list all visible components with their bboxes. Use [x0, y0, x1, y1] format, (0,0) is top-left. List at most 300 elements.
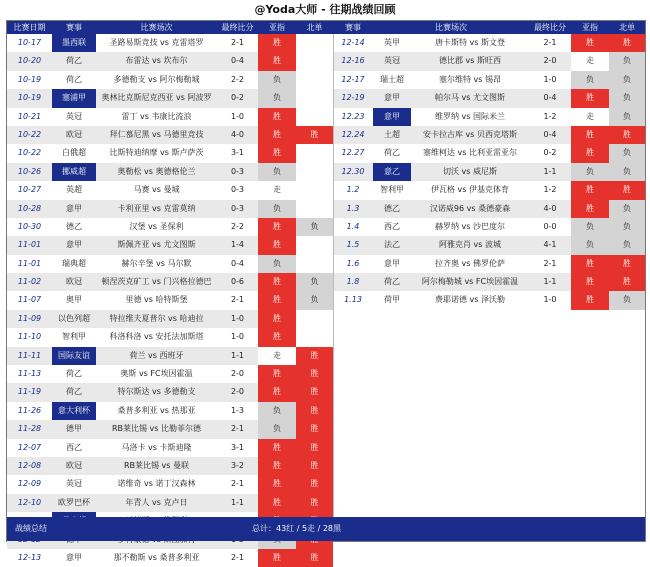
- match-teams: 马赛 vs 曼城: [133, 185, 180, 195]
- match-teams: RB莱比锡 vs 比勒菲尔德: [111, 424, 202, 434]
- match-teams: 塞维柯达 vs 比利亚雷亚尔: [423, 148, 517, 158]
- single-result: 负: [609, 71, 645, 89]
- single-result: 胜: [296, 457, 333, 475]
- final-score: 1-4: [230, 240, 245, 250]
- single-result: 胜: [296, 383, 333, 401]
- league-name: 英冠: [384, 56, 400, 66]
- match-date: 11-07: [17, 295, 42, 305]
- final-score: 1-2: [543, 185, 557, 195]
- header-score-right: 最终比分: [534, 23, 566, 32]
- league-name: 意甲: [384, 93, 400, 103]
- final-score: 1-0: [543, 74, 557, 84]
- handicap-result: 胜: [571, 255, 609, 273]
- result-row: [7, 200, 333, 218]
- handicap-result: 负: [571, 236, 609, 254]
- match-date: 1.3: [346, 203, 360, 213]
- result-row: [333, 236, 645, 254]
- handicap-result: 负: [258, 402, 296, 420]
- single-result: 负: [609, 52, 645, 70]
- match-date: 12-17: [341, 74, 365, 84]
- match-teams: 塞尔维特 vs 锡昂: [439, 74, 501, 84]
- final-score: 1-0: [230, 313, 245, 323]
- league-name: 德乙: [66, 221, 82, 231]
- handicap-result: 负: [258, 255, 296, 273]
- single-result: 胜: [296, 439, 333, 457]
- match-teams: 布雷达 vs 坎布尔: [125, 56, 188, 66]
- league-name: 意乙: [373, 163, 411, 181]
- single-result: [296, 255, 333, 273]
- single-result: 胜: [609, 126, 645, 144]
- match-teams: 斯佩齐亚 vs 尤文图斯: [117, 240, 196, 250]
- handicap-result: 胜: [571, 126, 609, 144]
- league-name: 瑞士超: [380, 74, 404, 84]
- handicap-result: 胜: [258, 273, 296, 291]
- league-name: 英冠: [66, 479, 82, 489]
- match-teams: 赫罗纳 vs 沙巴度尔: [435, 221, 505, 231]
- final-score: 2-1: [543, 258, 557, 268]
- result-row: [7, 181, 333, 199]
- match-teams: 奥林比克斯尼克西亚 vs 阿波罗: [101, 93, 212, 103]
- league-name: 欧冠: [66, 129, 82, 139]
- match-date: 12-16: [341, 56, 365, 66]
- final-score: 1-2: [543, 111, 557, 121]
- handicap-result: 胜: [258, 457, 296, 475]
- league-name: 智利甲: [380, 185, 404, 195]
- header-score: 最终比分: [221, 23, 254, 32]
- handicap-result: 胜: [571, 200, 609, 218]
- result-row: [333, 52, 645, 70]
- match-teams: 雷丁 vs 韦康比流浪: [121, 111, 192, 121]
- match-date: 12-10: [17, 497, 42, 507]
- league-name: 土超: [384, 129, 400, 139]
- single-result: 负: [609, 89, 645, 107]
- league-name: 智利甲: [62, 332, 86, 342]
- match-date: 10-21: [17, 111, 42, 121]
- match-teams: 汉堡 vs 圣保利: [129, 221, 184, 231]
- result-row: [7, 144, 333, 162]
- handicap-result: 负: [571, 218, 609, 236]
- match-date: 10-22: [17, 129, 42, 139]
- result-row: [7, 310, 333, 328]
- result-row: [333, 273, 645, 291]
- handicap-result: 负: [258, 71, 296, 89]
- handicap-result: 胜: [258, 439, 296, 457]
- result-row: [7, 108, 333, 126]
- single-result: 胜: [609, 34, 645, 52]
- match-date: 12-19: [341, 93, 365, 103]
- final-score: 2-1: [543, 38, 557, 47]
- match-date: 10-30: [17, 221, 42, 231]
- match-teams: 那不勒斯 vs 桑普多利亚: [113, 552, 200, 562]
- league-name: 德甲: [66, 424, 82, 434]
- handicap-result: 胜: [258, 494, 296, 512]
- match-date: 10-27: [17, 185, 42, 195]
- single-result: 负: [609, 236, 645, 254]
- result-row: [7, 126, 333, 144]
- league-name: 荷乙: [384, 148, 400, 158]
- final-score: 0-0: [543, 221, 557, 231]
- single-result: 负: [609, 163, 645, 181]
- league-name: 西乙: [384, 221, 400, 231]
- match-teams: 德比郡 vs 斯旺西: [439, 56, 501, 66]
- league-name: 以色列超: [58, 313, 90, 323]
- result-row: [7, 420, 333, 438]
- match-teams: RB莱比锡 vs 曼联: [123, 460, 190, 470]
- single-result: 负: [609, 144, 645, 162]
- league-name: 荷甲: [384, 295, 400, 305]
- match-date: 12.23: [341, 111, 365, 121]
- handicap-result: 走: [571, 108, 609, 126]
- result-row: [7, 475, 333, 493]
- result-row: [333, 71, 645, 89]
- handicap-result: 胜: [258, 365, 296, 383]
- single-result: [296, 108, 333, 126]
- final-score: 0-4: [543, 129, 557, 139]
- handicap-result: 胜: [258, 34, 296, 52]
- handicap-result: 胜: [571, 291, 609, 309]
- single-result: 胜: [296, 420, 333, 438]
- final-score: 1-3: [230, 405, 245, 415]
- match-teams: 马洛卡 vs 卡斯迪隆: [121, 442, 192, 452]
- match-date: 11-01: [17, 258, 42, 268]
- header-date: 比赛日期: [13, 23, 46, 32]
- league-name: 英甲: [384, 38, 400, 47]
- league-name: 欧罗巴杯: [58, 497, 90, 507]
- handicap-result: 负: [571, 163, 609, 181]
- handicap-result: 走: [571, 52, 609, 70]
- handicap-result: 胜: [258, 291, 296, 309]
- handicap-result: 胜: [571, 34, 609, 52]
- single-result: [296, 52, 333, 70]
- single-result: 胜: [296, 365, 333, 383]
- result-row: [7, 439, 333, 457]
- single-result: [296, 328, 333, 346]
- result-row: [333, 255, 645, 273]
- league-name: 意甲: [66, 203, 82, 213]
- handicap-result: 胜: [571, 89, 609, 107]
- single-result: [296, 163, 333, 181]
- result-row: [333, 108, 645, 126]
- match-date: 12-08: [17, 460, 42, 470]
- match-teams: 伊瓦格 vs 伊基克体育: [431, 185, 509, 195]
- match-teams: 汉诺威96 vs 桑德豪森: [429, 203, 511, 213]
- result-row: [333, 89, 645, 107]
- match-teams: 圣路易斯竞技 vs 克雷塔罗: [109, 38, 204, 47]
- result-row: [333, 218, 645, 236]
- column-divider: [333, 34, 334, 517]
- result-row: [333, 181, 645, 199]
- match-date: 10-28: [17, 203, 42, 213]
- handicap-result: 胜: [258, 310, 296, 328]
- result-row: [7, 457, 333, 475]
- handicap-result: 胜: [571, 273, 609, 291]
- match-date: 11-02: [17, 277, 42, 287]
- final-score: 1-0: [543, 295, 557, 305]
- final-score: 1-1: [230, 497, 245, 507]
- single-result: 负: [296, 218, 333, 236]
- final-score: 3-2: [230, 460, 245, 470]
- result-row: [7, 52, 333, 70]
- final-score: 0-3: [230, 185, 245, 195]
- match-teams: 荷兰 vs 西班牙: [129, 350, 184, 360]
- result-row: [7, 365, 333, 383]
- match-teams: 阿尔梅勒城 vs FC埃因霍温: [421, 277, 519, 287]
- single-result: [296, 310, 333, 328]
- match-date: 12-09: [17, 479, 42, 489]
- league-name: 西乙: [66, 442, 82, 452]
- final-score: 2-0: [543, 56, 557, 66]
- league-name: 英超: [66, 185, 82, 195]
- result-row: [7, 273, 333, 291]
- league-name: 意甲: [384, 258, 400, 268]
- result-row: [333, 291, 645, 309]
- header-handicap: 亚指: [269, 23, 285, 32]
- match-teams: 比斯特迪纳摩 vs 斯卢萨茨: [109, 148, 204, 158]
- match-date: 12-14: [341, 38, 365, 47]
- match-date: 11-19: [17, 387, 42, 397]
- league-name: 荷乙: [384, 277, 400, 287]
- result-row: [7, 494, 333, 512]
- league-name: 荷乙: [66, 369, 82, 379]
- league-name: 意甲: [66, 240, 82, 250]
- handicap-result: 胜: [258, 236, 296, 254]
- handicap-result: 胜: [258, 108, 296, 126]
- single-result: [296, 200, 333, 218]
- result-row: [7, 383, 333, 401]
- header-single: 北单: [306, 23, 323, 32]
- match-teams: 诺维奇 vs 诺丁汉森林: [117, 479, 196, 489]
- single-result: 胜: [296, 475, 333, 493]
- final-score: 4-0: [230, 129, 245, 139]
- result-row: [333, 34, 645, 52]
- match-teams: 拉齐奥 vs 佛罗伦萨: [435, 258, 505, 268]
- handicap-result: 胜: [258, 144, 296, 162]
- final-score: 2-2: [230, 74, 245, 84]
- league-name: 奥甲: [66, 295, 82, 305]
- final-score: 0-4: [230, 258, 245, 268]
- result-row: [333, 126, 645, 144]
- league-name: 欧冠: [66, 277, 82, 287]
- single-result: 负: [296, 291, 333, 309]
- handicap-result: 胜: [258, 328, 296, 346]
- single-result: 胜: [296, 549, 333, 567]
- single-result: 胜: [296, 494, 333, 512]
- league-name: 意甲: [66, 552, 82, 562]
- match-date: 11-10: [17, 332, 42, 342]
- match-date: 10-17: [17, 38, 42, 47]
- final-score: 2-1: [230, 552, 245, 562]
- header-single-right: 北单: [619, 23, 635, 32]
- league-name: 德乙: [384, 203, 400, 213]
- single-result: [296, 71, 333, 89]
- summary-footer: [7, 517, 645, 541]
- summary-total: 总计：43红 / 5走 / 28黑: [252, 524, 342, 533]
- header-handicap-right: 亚指: [582, 23, 598, 32]
- single-result: 负: [609, 200, 645, 218]
- final-score: 0-3: [230, 203, 245, 213]
- league-name: 荷乙: [66, 387, 82, 397]
- single-result: 胜: [296, 126, 333, 144]
- header-league-right: 赛事: [345, 23, 361, 32]
- league-name: 荷乙: [66, 74, 82, 84]
- final-score: 1-0: [230, 332, 245, 342]
- handicap-result: 胜: [258, 126, 296, 144]
- league-name: 法乙: [384, 240, 400, 250]
- page-title: @Yoda大师 - 往期战绩回顾: [254, 3, 396, 16]
- single-result: 负: [609, 291, 645, 309]
- match-teams: 里德 vs 哈特斯堡: [125, 295, 188, 305]
- final-score: 0-3: [230, 166, 245, 176]
- league-name: 意甲: [373, 108, 411, 126]
- final-score: 0-4: [230, 56, 245, 66]
- single-result: 胜: [609, 181, 645, 199]
- single-result: 负: [296, 273, 333, 291]
- final-score: 2-1: [230, 295, 245, 305]
- league-name: 国际友谊: [52, 347, 96, 365]
- match-date: 11-28: [17, 424, 42, 434]
- final-score: 2-1: [230, 424, 245, 434]
- header-league: 赛事: [66, 23, 82, 32]
- match-date: 10-19: [17, 74, 42, 84]
- final-score: 0-4: [543, 93, 557, 103]
- handicap-result: 负: [571, 71, 609, 89]
- league-name: 欧冠: [66, 460, 82, 470]
- final-score: 3-1: [230, 148, 245, 158]
- final-score: 0-2: [230, 93, 245, 103]
- match-date: 12.24: [341, 129, 365, 139]
- league-name: 墨西联: [52, 34, 96, 52]
- match-date: 12.30: [341, 166, 365, 176]
- match-date: 1.2: [346, 185, 360, 195]
- results-board: [6, 20, 646, 562]
- single-result: [296, 34, 333, 52]
- match-date: 11-11: [17, 350, 42, 360]
- handicap-result: 胜: [571, 181, 609, 199]
- final-score: 1-0: [230, 111, 245, 121]
- league-name: 挪威超: [52, 163, 96, 181]
- match-teams: 赫尔辛堡 vs 马尔默: [121, 258, 192, 268]
- final-score: 1-1: [543, 277, 557, 287]
- match-date: 1.13: [344, 295, 362, 305]
- single-result: [296, 144, 333, 162]
- handicap-result: 胜: [258, 383, 296, 401]
- match-teams: 卡利亚里 vs 克雷莫纳: [117, 203, 196, 213]
- result-row: [7, 218, 333, 236]
- match-teams: 切沃 vs 威尼斯: [443, 166, 497, 176]
- match-teams: 科洛科洛 vs 安托法加斯塔: [109, 332, 204, 342]
- final-score: 1-1: [230, 350, 245, 360]
- header-match: 比赛场次: [140, 23, 173, 32]
- match-teams: 唐卡斯特 vs 斯文登: [435, 38, 505, 47]
- handicap-result: 胜: [258, 218, 296, 236]
- match-date: 12-07: [17, 442, 42, 452]
- league-name: 英冠: [66, 111, 82, 121]
- handicap-result: 胜: [258, 549, 296, 567]
- match-teams: 年青人 vs 克卢日: [125, 497, 188, 507]
- handicap-result: 负: [258, 89, 296, 107]
- match-date: 11-13: [17, 369, 42, 379]
- final-score: 0-2: [543, 148, 557, 158]
- match-teams: 维罗纳 vs 国际米兰: [435, 111, 505, 121]
- table-header: [7, 21, 645, 34]
- single-result: 胜: [609, 255, 645, 273]
- handicap-result: 走: [258, 347, 296, 365]
- match-date: 10-20: [17, 56, 42, 66]
- final-score: 4-1: [543, 240, 557, 250]
- final-score: 3-1: [230, 442, 245, 452]
- match-date: 1.5: [346, 240, 360, 250]
- match-date: 1.8: [346, 277, 360, 287]
- result-row: [7, 291, 333, 309]
- league-name: 意大利杯: [52, 402, 96, 420]
- single-result: 负: [609, 218, 645, 236]
- header-match-right: 比赛场次: [435, 23, 467, 32]
- single-result: 胜: [609, 273, 645, 291]
- match-teams: 桑普多利亚 vs 热那亚: [117, 405, 196, 415]
- single-result: 胜: [296, 402, 333, 420]
- match-date: 11-01: [17, 240, 42, 250]
- result-row: [7, 347, 333, 365]
- final-score: 2-0: [230, 387, 245, 397]
- handicap-result: 胜: [571, 144, 609, 162]
- final-score: 2-1: [230, 38, 245, 47]
- match-teams: 奥勒松 vs 奥德格伦兰: [117, 166, 196, 176]
- result-row: [7, 71, 333, 89]
- match-date: 12-13: [17, 552, 42, 562]
- handicap-result: 胜: [258, 475, 296, 493]
- final-score: 2-0: [230, 369, 245, 379]
- handicap-result: 负: [258, 420, 296, 438]
- league-name: 白俄超: [62, 148, 86, 158]
- match-teams: 安卡拉古库 vs 贝西克塔斯: [423, 129, 517, 139]
- match-date: 1.6: [346, 258, 360, 268]
- summary-label: 战绩总结: [15, 524, 47, 533]
- result-row: [7, 328, 333, 346]
- match-date: 1.4: [346, 221, 360, 231]
- result-row: [7, 34, 333, 52]
- match-teams: 帕尔马 vs 尤文图斯: [435, 93, 505, 103]
- single-result: [296, 181, 333, 199]
- single-result: [296, 89, 333, 107]
- league-name: 荷乙: [66, 56, 82, 66]
- final-score: 1-1: [543, 166, 557, 176]
- result-row: [7, 549, 333, 567]
- final-score: 2-1: [230, 479, 245, 489]
- match-date: 11-26: [17, 405, 42, 415]
- handicap-result: 负: [258, 163, 296, 181]
- league-name: 塞浦甲: [52, 89, 96, 107]
- handicap-result: 胜: [258, 52, 296, 70]
- result-row: [333, 200, 645, 218]
- match-date: 10-22: [17, 148, 42, 158]
- match-teams: 顿涅茨克矿工 vs 门兴格拉德巴: [101, 277, 212, 287]
- result-row: [333, 144, 645, 162]
- result-row: [7, 89, 333, 107]
- match-date: 10-19: [17, 93, 42, 103]
- match-date: 10-26: [17, 166, 42, 176]
- handicap-result: 走: [258, 181, 296, 199]
- match-teams: 阿雅克肖 vs 波城: [439, 240, 501, 250]
- result-row: [7, 402, 333, 420]
- single-result: 胜: [296, 347, 333, 365]
- single-result: [296, 236, 333, 254]
- match-teams: 费耶诺德 vs 泽沃勒: [435, 295, 505, 305]
- final-score: 4-0: [543, 203, 557, 213]
- match-teams: 多德勒支 vs 阿尔梅勒城: [113, 74, 200, 84]
- final-score: 2-2: [230, 221, 245, 231]
- result-row: [7, 163, 333, 181]
- handicap-result: 负: [258, 200, 296, 218]
